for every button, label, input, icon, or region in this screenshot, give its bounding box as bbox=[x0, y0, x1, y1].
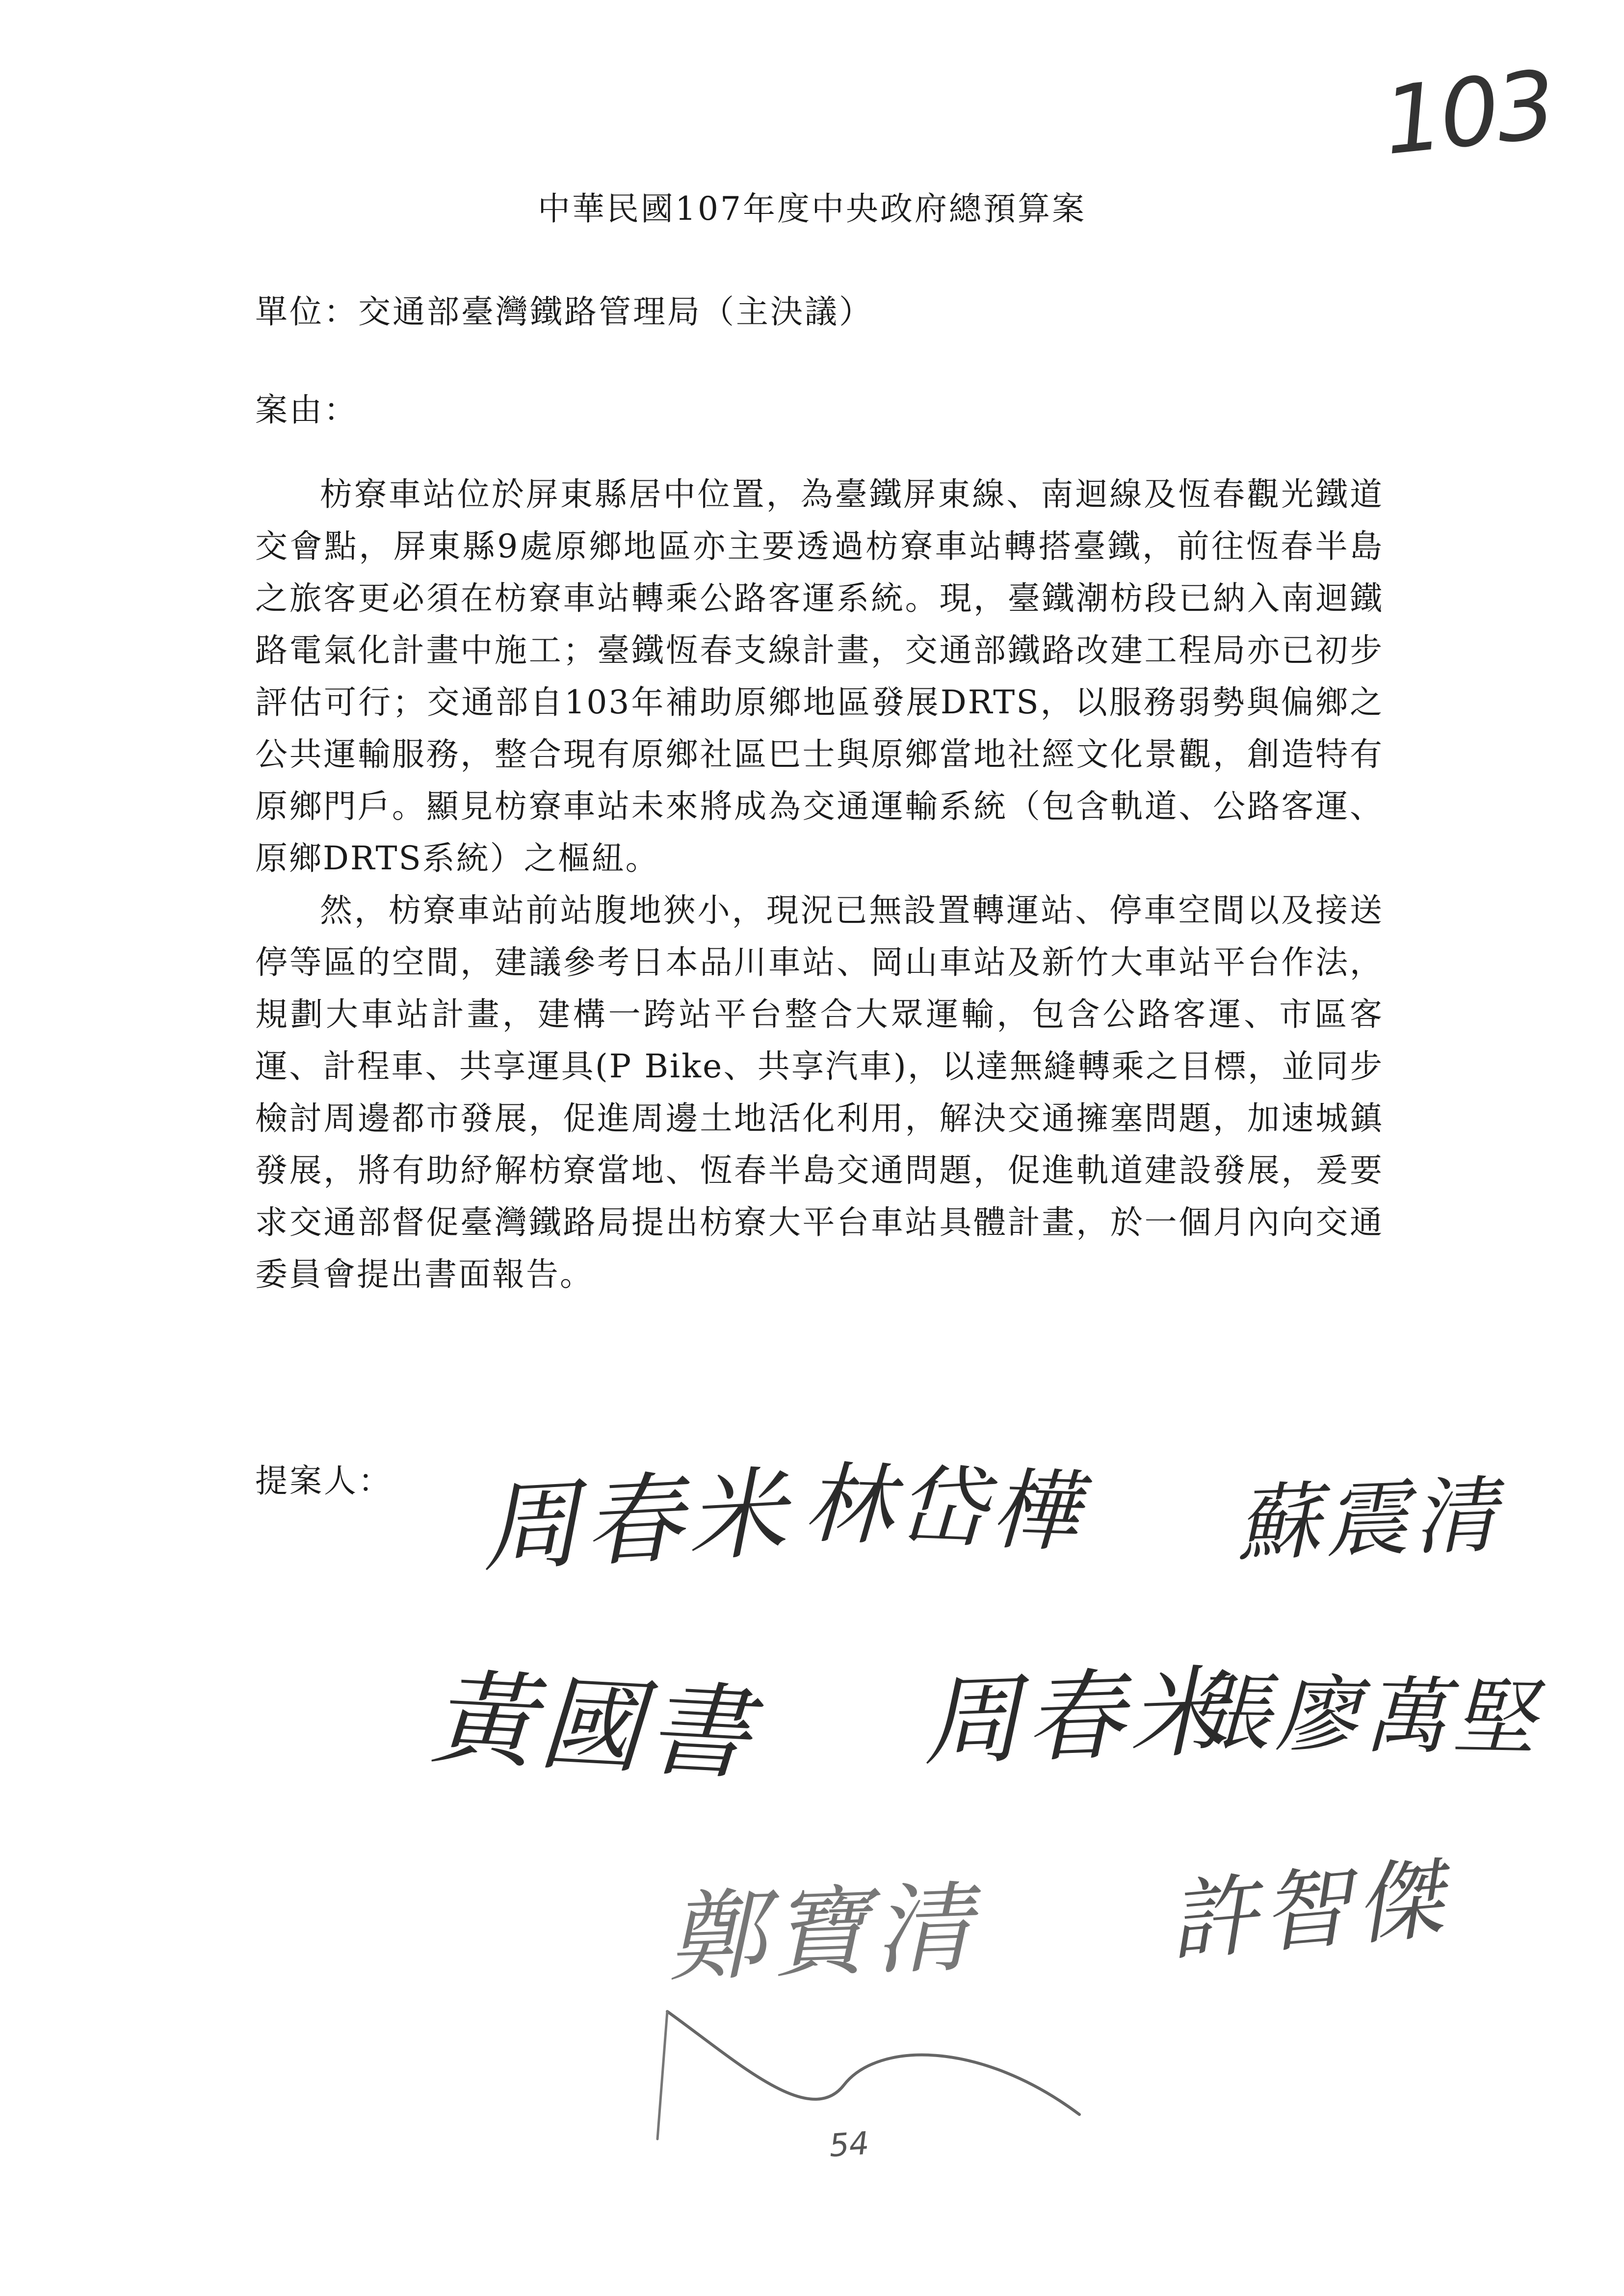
handwritten-page-number: 103 bbox=[1378, 50, 1558, 176]
unit-label: 單位： bbox=[255, 293, 358, 331]
unit-value: 交通部臺灣鐵路管理局（主決議） bbox=[358, 293, 873, 331]
reason-label: 案由： bbox=[255, 391, 358, 429]
signature-1: 周春米 bbox=[478, 1456, 793, 1587]
signature-6: 張廖萬堅 bbox=[1186, 1664, 1542, 1768]
proposer-label: 提案人： bbox=[255, 1462, 393, 1500]
unit-line bbox=[255, 286, 873, 332]
handwritten-footer-number: 54 bbox=[828, 2125, 870, 2165]
signature-3: 蘇震清 bbox=[1235, 1466, 1503, 1573]
paragraph-1: 枋寮車站位於屏東縣居中位置，為臺鐵屏東線、南迴線及恆春觀光鐵道交會點，屏東縣9處原鄉地區亦主要透過枋寮車站轉搭臺鐵，前往恆春半島之旅客更必須在枋寮車站轉乘公路客運系統。現，臺鐵潮枋段已納入南迴鐵路電氣化計畫中施工；臺鐵恆春支線計畫，交通部鐵路改建工程局亦已初步評估可行；交通部自103年補助原鄉地區發展DRTS，以服務弱勢與偏鄉之公共運輸服務，整合現有原鄉社區巴士與原鄉當地社經文化景觀，創造特有原鄉門戶。顯見枋寮車站未來將成為交通運輸系統（包含軌道、公路客運、原鄉DRTS系統）之樞紐。 bbox=[255, 475, 1384, 877]
signature-7: 鄭寶清 bbox=[665, 1871, 979, 1996]
signature-flourish bbox=[638, 2002, 1178, 2149]
signature-2: 林岱樺 bbox=[802, 1452, 1086, 1565]
paragraph-2: 然，枋寮車站前站腹地狹小，現況已無設置轉運站、停車空間以及接送停等區的空間，建議參考日本品川車站、岡山車站及新竹大車站平台作法，規劃大車站計畫，建構一跨站平台整合大眾運輸，包含公路客運、市區客運、計程車、共享運具(P Bike、共享汽車)，以達無縫轉乘之目標，並同步檢討周邊都市發展，促進周邊土地活化利用，解決交通擁塞問題，加速城鎮發展，將有助紓解枋寮當地、恆春半島交通問題，促進軌道建設發展，爰要求交通部督促臺灣鐵路局提出枋寮大平台車站具體計畫，於一個月內向交通委員會提出書面報告。 bbox=[255, 891, 1384, 1293]
signature-8: 許智傑 bbox=[1164, 1847, 1452, 1974]
signature-4: 黃國書 bbox=[428, 1657, 759, 1795]
signature-5: 周春米 bbox=[920, 1655, 1234, 1780]
reason-body bbox=[255, 469, 1384, 1301]
document-title: 中華民國107年度中央政府總預算案 bbox=[538, 190, 1086, 228]
